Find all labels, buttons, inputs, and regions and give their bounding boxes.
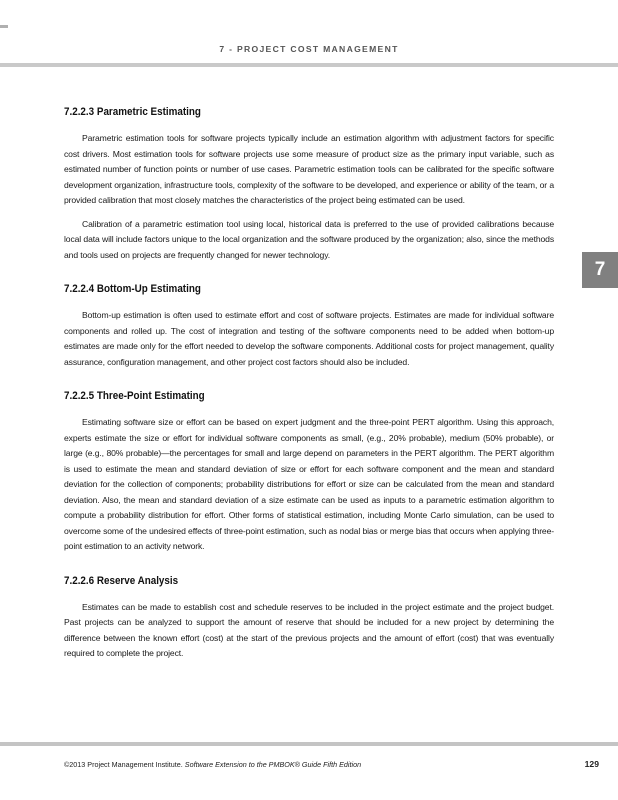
paragraph: Estimates can be made to establish cost and schedule reserves to be included in the project estimate and the project budget. Past projects can be analyzed to support the amount of reserve that should be included for a new project by determining the difference between the known effort (cost) at the start of the previous projects and the amount of effort (cost) that was eventually required to complete the project. — [64, 601, 554, 658]
header-rule — [0, 63, 618, 67]
running-header: 7 - PROJECT COST MANAGEMENT — [219, 44, 399, 54]
footer-book-title: Software Extension to the PMBOK® Guide Fifth Edition — [184, 760, 362, 769]
chapter-tab: 7 — [582, 252, 618, 288]
page-footer — [64, 760, 599, 769]
paragraph: Parametric estimation tools for software projects typically include an estimation algorithm with adjustment factors for specific cost drivers. Most estimation tools for software projects use some measure of product size as the primary input variable, such as estimated number of function points or number of use cases. Parametric estimation tools can be calibrated for the specific software development organization, infrastructure tools, complexity of the software to be developed, and experience or ability of the team, or a provided calibration that most closely matches the characteristics of the project being estimated can be used. — [64, 133, 554, 205]
paragraph: Estimating software size or effort can be based on expert judgment and the three-point PERT algorithm. Using this approach, experts estimate the size or effort for individual software components as small, (e.g., 20% probable), medium (50% probable), or large (e.g., 80% probable)—the percentages for small and large depend on parameters in the PERT algorithm. The PERT algorithm is used to estimate the mean and standard deviation of size or effort for each software component and the mean and standard deviation for the collection of components; probability distributions for effort or size can be calculated from the mean and standard deviation. Also, the mean and standard deviation of a size estimate can be used as inputs to a parametric estimation algorithm to compute a probability distribution for effort. Other forms of statistical estimation, including Monte Carlo simulation, can be used to overcome some of the undesired effects of three-point estimation, such as nodal bias or merge bias that occurs when applying three-point estimation to an activity network. — [64, 417, 554, 551]
section-heading-reserve: 7.2.2.6 Reserve Analysis — [64, 574, 179, 587]
paragraph: Calibration of a parametric estimation tool using local, historical data is preferred to the use of provided calibrations because local data will include factors unique to the local organization and the software produced by the organization; also, since the methods and tools used on projects are frequently changed for newer technology. — [64, 218, 554, 260]
section-heading-three-point: 7.2.2.5 Three-Point Estimating — [64, 390, 205, 402]
top-edge-mark — [0, 25, 8, 28]
section-heading-bottom-up: 7.2.2.4 Bottom-Up Estimating — [64, 283, 201, 295]
page-number: 129 — [584, 759, 599, 769]
page-body — [64, 106, 554, 670]
footer-copyright: ©2013 Project Management Institute. — [64, 760, 183, 769]
footer-rule — [0, 742, 618, 746]
paragraph: Bottom-up estimation is often used to estimate effort and cost of software projects. Estimates are made for individual software components and rolled up. The cost of integration and testing of the software components need to be added when bottom-up estimates are made only for the effort needed to develop the software components. Additional costs for project management, quality assurance, configuration management, and other project cost factors should also be included. — [64, 310, 554, 367]
section-heading-parametric: 7.2.2.3 Parametric Estimating — [64, 106, 201, 118]
